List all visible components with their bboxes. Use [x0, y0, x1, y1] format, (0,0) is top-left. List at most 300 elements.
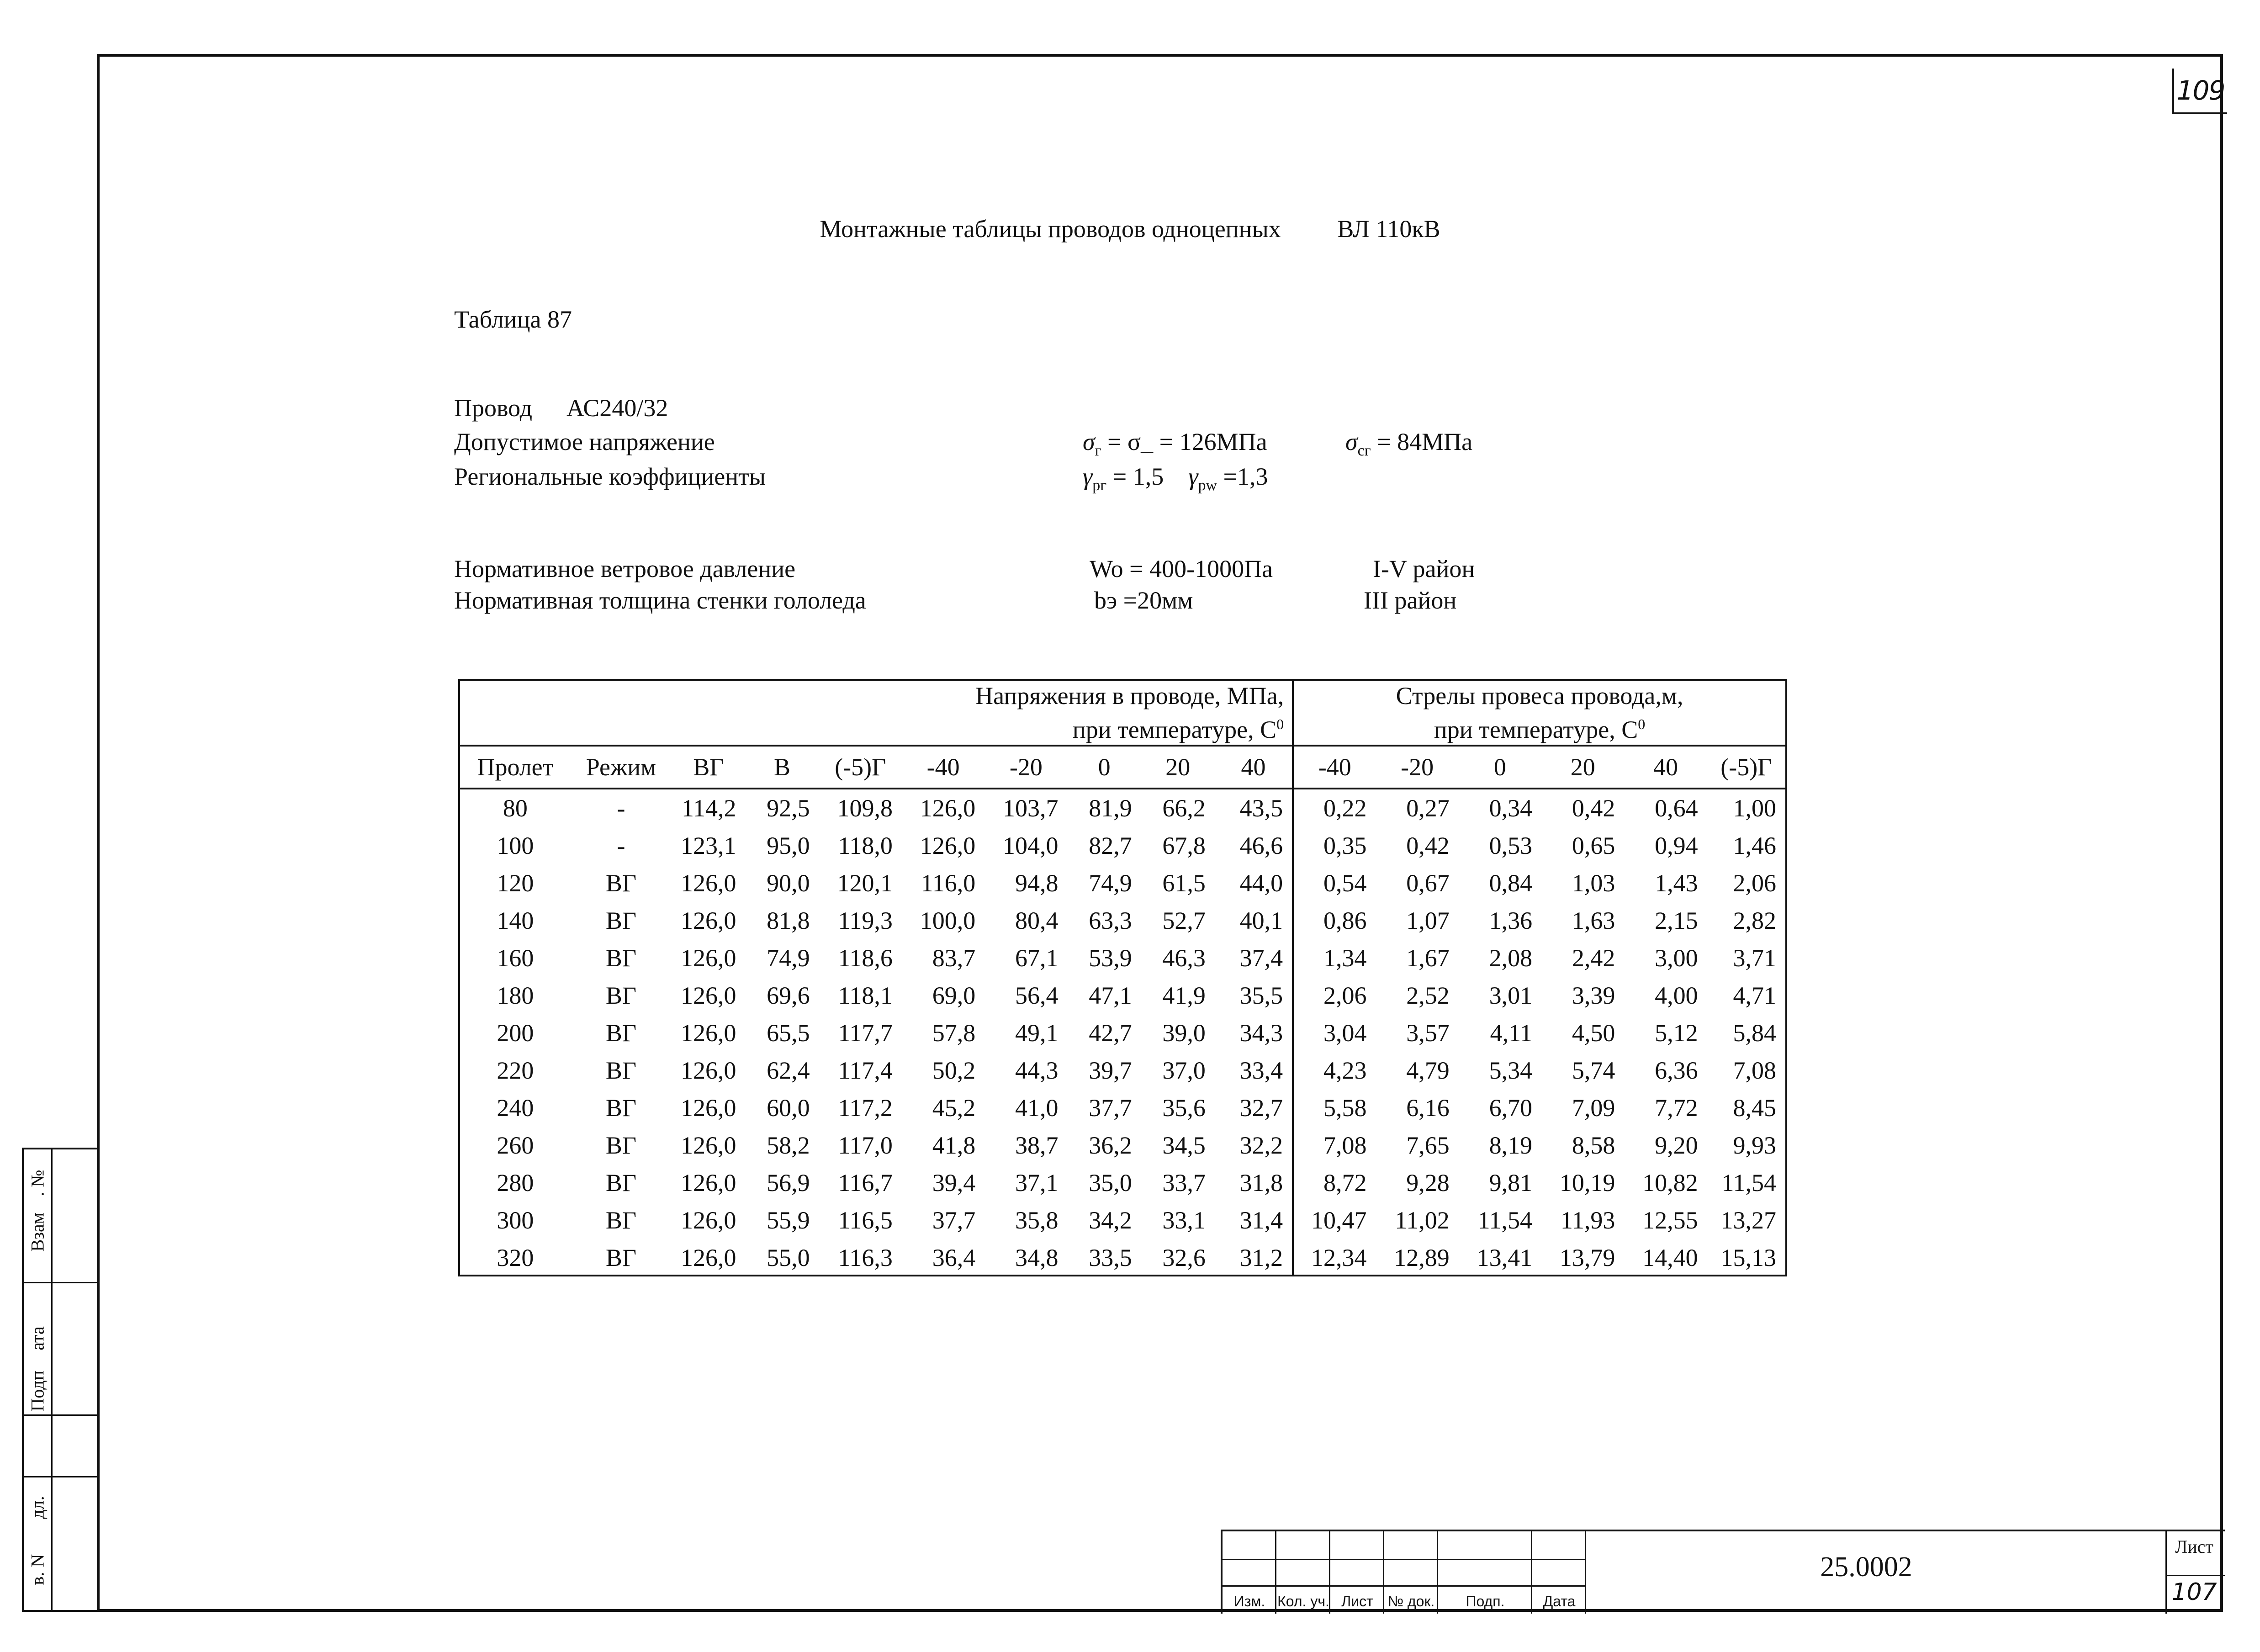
- wire-label: Провод: [454, 394, 533, 422]
- sigma-symbol-2: σ: [1345, 428, 1358, 455]
- allowable-stress-label: Допустимое напряжение: [454, 428, 715, 455]
- table-cell: 35,0: [1089, 1169, 1132, 1197]
- column-header: ВГ: [672, 746, 745, 789]
- side-stamp-divider: [51, 1149, 53, 1610]
- table-cell: ВГ: [605, 982, 637, 1009]
- table-cell: ВГ: [605, 1207, 637, 1234]
- table-cell: 2,52: [1406, 982, 1450, 1009]
- table-cell: 116,7: [838, 1169, 893, 1197]
- table-cell: ВГ: [605, 944, 637, 972]
- table-cell: 67,1: [1015, 944, 1059, 972]
- table-cell: 37,7: [1089, 1094, 1132, 1122]
- table-cell: 126,0: [680, 982, 736, 1009]
- table-cell: 37,1: [1015, 1169, 1059, 1197]
- table-cell: 240: [497, 1094, 534, 1122]
- column-header: 20: [1541, 746, 1624, 789]
- table-cell: -: [617, 832, 625, 859]
- table-cell: 50,2: [932, 1057, 976, 1084]
- stamp-label-izm: Изм.: [1233, 1593, 1265, 1610]
- table-cell: 36,4: [932, 1244, 976, 1271]
- table-cell: 11,02: [1395, 1207, 1450, 1234]
- table-cell: 0,35: [1323, 832, 1367, 859]
- table-cell: 4,50: [1572, 1019, 1615, 1047]
- table-cell: 62,4: [767, 1057, 810, 1084]
- table-cell: ВГ: [605, 1019, 637, 1047]
- table-cell: 3,04: [1323, 1019, 1367, 1047]
- table-cell: 35,5: [1215, 977, 1293, 1014]
- stamp-list-line: [2165, 1575, 2225, 1576]
- table-cell: 200: [497, 1019, 534, 1047]
- table-cell: 116,0: [921, 869, 976, 897]
- table-cell: 31,2: [1215, 1239, 1293, 1276]
- table-cell: 67,8: [1162, 832, 1206, 859]
- table-cell: 39,4: [932, 1169, 976, 1197]
- column-header: 40: [1624, 746, 1707, 789]
- table-cell: 119,3: [838, 907, 893, 934]
- table-cell: 0,42: [1406, 832, 1450, 859]
- list-label: Лист: [2175, 1536, 2213, 1557]
- column-header: (-5)Г: [819, 746, 902, 789]
- table-cell: 7,72: [1655, 1094, 1698, 1122]
- table-cell: 47,1: [1089, 982, 1132, 1009]
- allowable-stress-formula-2: [1345, 428, 1472, 460]
- list-number: 107: [2171, 1578, 2217, 1606]
- table-cell: ВГ: [605, 1244, 637, 1271]
- table-cell: 7,08: [1323, 1132, 1367, 1159]
- table-cell: 63,3: [1089, 907, 1132, 934]
- regional-coeffs-label: Региональные коэффициенты: [454, 463, 766, 490]
- table-cell: 6,70: [1489, 1094, 1533, 1122]
- side-label: . №: [27, 1170, 48, 1197]
- table-cell: 5,12: [1655, 1019, 1698, 1047]
- title-text: Монтажные таблицы проводов одноцепных: [820, 215, 1281, 243]
- table-cell: 260: [497, 1132, 534, 1159]
- table-cell: 117,2: [838, 1094, 893, 1122]
- stress-group-line1: Напряжения в проводе, МПа,: [975, 682, 1284, 710]
- table-cell: 4,00: [1655, 982, 1698, 1009]
- table-cell: 10,19: [1559, 1169, 1615, 1197]
- table-cell: ВГ: [605, 1132, 637, 1159]
- table-cell: 126,0: [680, 907, 736, 934]
- table-cell: 9,93: [1733, 1132, 1776, 1159]
- allowable-stress-formula: [1083, 428, 1267, 460]
- table-row: [460, 1014, 1785, 1052]
- table-cell: 81,9: [1089, 794, 1132, 822]
- column-header: Режим: [571, 746, 672, 789]
- table-row: [460, 977, 1785, 1014]
- table-cell: 116,5: [838, 1207, 893, 1234]
- wire-value: АС240/32: [566, 394, 668, 422]
- table-cell: 3,57: [1406, 1019, 1450, 1047]
- side-label: Взам: [27, 1212, 48, 1252]
- gamma-subscript: рг: [1092, 477, 1107, 494]
- stress-group-header: [460, 681, 1293, 746]
- table-cell: 80,4: [1015, 907, 1059, 934]
- column-header: В: [745, 746, 819, 789]
- gamma-symbol-2: γ: [1188, 463, 1198, 490]
- table-cell: 7,65: [1406, 1132, 1450, 1159]
- table-cell: ВГ: [605, 869, 637, 897]
- wind-value: Wo = 400-1000Па: [1090, 555, 1273, 582]
- table-cell: 114,2: [681, 794, 736, 822]
- table-cell: 126,0: [680, 1169, 736, 1197]
- table-cell: 6,16: [1406, 1094, 1450, 1122]
- table-cell: 0,27: [1406, 794, 1450, 822]
- table-cell: 280: [497, 1169, 534, 1197]
- sag-group-header: [1293, 681, 1785, 746]
- column-header: 40: [1215, 746, 1293, 789]
- table-cell: 0,64: [1655, 794, 1698, 822]
- table-cell: 44,3: [1015, 1057, 1059, 1084]
- degree-sup-2: 0: [1638, 716, 1646, 732]
- table-cell: 42,7: [1089, 1019, 1132, 1047]
- table-cell: 39,7: [1089, 1057, 1132, 1084]
- table-cell: 80: [503, 794, 528, 822]
- sag-group-line1: Стрелы провеса провода,м,: [1396, 682, 1683, 710]
- side-label: ата: [27, 1326, 48, 1350]
- stress-group-line2: [460, 710, 1284, 744]
- table-cell: 13,79: [1559, 1244, 1615, 1271]
- gamma-value: = 1,5: [1106, 463, 1164, 490]
- table-cell: 2,06: [1323, 982, 1367, 1009]
- regional-coeffs-values: [1083, 462, 1268, 494]
- table-cell: 118,6: [838, 944, 893, 972]
- table-cell: 118,1: [838, 982, 893, 1009]
- stress-value: = σ_ = 126МПа: [1101, 428, 1267, 455]
- table-cell: 4,11: [1490, 1019, 1533, 1047]
- stress-value-2: = 84МПа: [1371, 428, 1473, 455]
- table-cell: 3,71: [1733, 944, 1776, 972]
- table-cell: 35,8: [1015, 1207, 1059, 1234]
- column-header: 0: [1459, 746, 1541, 789]
- table-cell: 10,82: [1642, 1169, 1698, 1197]
- table-cell: 34,8: [1015, 1244, 1059, 1271]
- table-cell: 57,8: [932, 1019, 976, 1047]
- table-cell: 41,8: [932, 1132, 976, 1159]
- table-cell: 38,7: [1015, 1132, 1059, 1159]
- data-table: [460, 681, 1785, 1276]
- table-cell: 320: [497, 1244, 534, 1271]
- table-cell: 7,09: [1572, 1094, 1615, 1122]
- degree-sup: 0: [1276, 716, 1284, 732]
- table-cell: 11,93: [1560, 1207, 1615, 1234]
- table-cell: 120,1: [837, 869, 893, 897]
- stamp-label-doc: № док.: [1387, 1593, 1435, 1610]
- stamp-label-list: Лист: [1341, 1593, 1373, 1610]
- gamma-subscript-2: pw: [1198, 477, 1217, 494]
- table-cell: 123,1: [680, 832, 736, 859]
- table-cell: 58,2: [767, 1132, 810, 1159]
- table-cell: 8,19: [1489, 1132, 1533, 1159]
- table-cell: 10,47: [1311, 1207, 1367, 1234]
- table-cell: 126,0: [680, 1057, 736, 1084]
- side-label: в. N: [27, 1554, 48, 1585]
- table-cell: 126,0: [680, 1132, 736, 1159]
- table-cell: 117,0: [838, 1132, 893, 1159]
- table-cell: 32,7: [1215, 1089, 1293, 1127]
- sigma-symbol: σ: [1083, 428, 1095, 455]
- table-row: [460, 1127, 1785, 1164]
- table-cell: 300: [497, 1207, 534, 1234]
- table-cell: 56,4: [1015, 982, 1059, 1009]
- table-cell: 12,89: [1394, 1244, 1450, 1271]
- table-cell: ВГ: [605, 1169, 637, 1197]
- table-cell: 1,00: [1733, 794, 1776, 822]
- table-cell: 8,45: [1733, 1094, 1776, 1122]
- table-cell: 100: [497, 832, 534, 859]
- table-cell: 1,43: [1655, 869, 1698, 897]
- sag-group-line2: [1294, 710, 1785, 744]
- table-cell: 11,54: [1477, 1207, 1533, 1234]
- table-cell: 9,28: [1406, 1169, 1450, 1197]
- table-cell: 1,03: [1572, 869, 1615, 897]
- table-cell: 69,0: [932, 982, 976, 1009]
- table-row: [460, 902, 1785, 939]
- table-cell: 140: [497, 907, 534, 934]
- column-header: 0: [1068, 746, 1141, 789]
- table-cell: 126,0: [680, 944, 736, 972]
- table-cell: 90,0: [767, 869, 810, 897]
- table-cell: 39,0: [1162, 1019, 1206, 1047]
- table-cell: 2,82: [1733, 907, 1776, 934]
- table-cell: 74,9: [767, 944, 810, 972]
- table-cell: 43,5: [1215, 789, 1293, 827]
- table-cell: 37,7: [932, 1207, 976, 1234]
- table-cell: 220: [497, 1057, 534, 1084]
- table-row: [460, 1239, 1785, 1276]
- column-header: Пролет: [460, 746, 571, 789]
- table-cell: ВГ: [605, 1094, 637, 1122]
- table-cell: 2,15: [1655, 907, 1698, 934]
- table-cell: 82,7: [1089, 832, 1132, 859]
- table-cell: 4,23: [1323, 1057, 1367, 1084]
- table-cell: 100,0: [920, 907, 976, 934]
- wind-region: I-V район: [1373, 555, 1475, 582]
- table-cell: 69,6: [767, 982, 810, 1009]
- table-row: [460, 789, 1785, 827]
- table-cell: 32,2: [1215, 1127, 1293, 1164]
- table-cell: 55,0: [767, 1244, 810, 1271]
- table-cell: 118,0: [838, 832, 893, 859]
- column-header-row: [460, 746, 1785, 789]
- table-cell: 8,72: [1323, 1169, 1367, 1197]
- table-cell: 8,58: [1572, 1132, 1615, 1159]
- table-cell: 0,42: [1572, 794, 1615, 822]
- table-cell: 11,54: [1721, 1169, 1776, 1197]
- table-cell: 81,8: [767, 907, 810, 934]
- table-cell: ВГ: [605, 907, 637, 934]
- table-cell: 3,00: [1655, 944, 1698, 972]
- table-cell: 2,08: [1489, 944, 1533, 972]
- table-cell: 15,13: [1720, 1244, 1776, 1271]
- table-row: [460, 827, 1785, 864]
- table-cell: 37,0: [1162, 1057, 1206, 1084]
- table-cell: 52,7: [1162, 907, 1206, 934]
- table-cell: 32,6: [1162, 1244, 1206, 1271]
- sigma-subscript: г: [1095, 442, 1101, 459]
- stress-group-line2-text: при температуре, С: [1072, 716, 1277, 743]
- wind-label: Нормативное ветровое давление: [454, 555, 796, 582]
- table-cell: 4,79: [1406, 1057, 1450, 1084]
- table-cell: 74,9: [1089, 869, 1132, 897]
- page-title: [0, 215, 2260, 243]
- table-cell: 33,4: [1215, 1052, 1293, 1089]
- table-cell: 0,94: [1655, 832, 1698, 859]
- table-cell: 1,67: [1406, 944, 1450, 972]
- table-cell: 180: [497, 982, 534, 1009]
- table-cell: 0,67: [1406, 869, 1450, 897]
- stamp-label-kol: Кол. уч.: [1277, 1593, 1329, 1610]
- sheet-number: 109: [2172, 69, 2227, 114]
- table-cell: 109,8: [837, 794, 893, 822]
- table-cell: 55,9: [767, 1207, 810, 1234]
- table-cell: 31,4: [1215, 1202, 1293, 1239]
- table-cell: 3,01: [1489, 982, 1533, 1009]
- table-cell: -: [617, 794, 625, 822]
- table-cell: 34,3: [1215, 1014, 1293, 1052]
- table-cell: 0,53: [1489, 832, 1533, 859]
- table-cell: ВГ: [605, 1057, 637, 1084]
- side-label: Подп: [27, 1371, 48, 1412]
- ice-region: III район: [1364, 587, 1457, 614]
- table-cell: 126,0: [680, 869, 736, 897]
- table-cell: 33,7: [1162, 1169, 1206, 1197]
- table-cell: 104,0: [1003, 832, 1059, 859]
- table-cell: 66,2: [1162, 794, 1206, 822]
- table-row: [460, 1164, 1785, 1202]
- side-stamp: [22, 1148, 97, 1612]
- table-cell: 0,86: [1323, 907, 1367, 934]
- column-header: -40: [902, 746, 984, 789]
- table-cell: 33,5: [1089, 1244, 1132, 1271]
- ice-value: bэ =20мм: [1094, 587, 1193, 614]
- table-cell: 9,81: [1489, 1169, 1533, 1197]
- table-cell: 2,42: [1572, 944, 1615, 972]
- table-cell: 40,1: [1215, 902, 1293, 939]
- column-header: -20: [1376, 746, 1458, 789]
- table-cell: 41,0: [1015, 1094, 1059, 1122]
- table-cell: 61,5: [1162, 869, 1206, 897]
- table-cell: 0,22: [1323, 794, 1367, 822]
- title-line: ВЛ 110кВ: [1337, 215, 1440, 243]
- table-cell: 2,06: [1733, 869, 1776, 897]
- table-row: [460, 1202, 1785, 1239]
- table-cell: 126,0: [680, 1019, 736, 1047]
- table-cell: 56,9: [767, 1169, 810, 1197]
- column-header: -40: [1293, 746, 1376, 789]
- table-cell: 126,0: [680, 1094, 736, 1122]
- table-body: [460, 789, 1785, 1276]
- table-cell: 103,7: [1003, 794, 1059, 822]
- table-cell: 5,34: [1489, 1057, 1533, 1084]
- table-cell: 126,0: [920, 832, 976, 859]
- stamp-label-sign: Подп.: [1466, 1593, 1505, 1610]
- table-cell: 126,0: [680, 1207, 736, 1234]
- table-label: Таблица 87: [454, 306, 572, 333]
- table-cell: 44,0: [1215, 864, 1293, 902]
- table-cell: 46,6: [1215, 827, 1293, 864]
- side-stamp-row-line: [24, 1476, 97, 1477]
- table-cell: 92,5: [767, 794, 810, 822]
- table-cell: 46,3: [1162, 944, 1206, 972]
- table-row: [460, 1052, 1785, 1089]
- table-cell: 117,7: [838, 1019, 893, 1047]
- installation-table: [458, 679, 1787, 1276]
- table-cell: 12,34: [1311, 1244, 1367, 1271]
- document-code: 25.0002: [1820, 1551, 1912, 1583]
- table-cell: 41,9: [1162, 982, 1206, 1009]
- side-label: дл.: [27, 1496, 48, 1519]
- table-cell: 12,55: [1642, 1207, 1698, 1234]
- column-header: -20: [984, 746, 1067, 789]
- table-cell: 126,0: [920, 794, 976, 822]
- table-cell: 5,58: [1323, 1094, 1367, 1122]
- sag-group-line2-text: при температуре, С: [1434, 716, 1638, 743]
- side-stamp-row-line: [24, 1414, 97, 1416]
- table-cell: 13,41: [1477, 1244, 1533, 1271]
- table-cell: 83,7: [932, 944, 976, 972]
- table-row: [460, 939, 1785, 977]
- column-header: (-5)Г: [1707, 746, 1785, 789]
- table-cell: 126,0: [680, 1244, 736, 1271]
- table-cell: 3,39: [1572, 982, 1615, 1009]
- table-cell: 117,4: [838, 1057, 893, 1084]
- table-cell: 1,63: [1572, 907, 1615, 934]
- table-cell: 9,20: [1655, 1132, 1698, 1159]
- table-cell: 31,8: [1215, 1164, 1293, 1202]
- table-cell: 6,36: [1655, 1057, 1698, 1084]
- table-cell: 4,71: [1733, 982, 1776, 1009]
- table-cell: 0,54: [1323, 869, 1367, 897]
- table-cell: 1,36: [1489, 907, 1533, 934]
- stamp-label-date: Дата: [1543, 1593, 1576, 1610]
- table-cell: 95,0: [767, 832, 810, 859]
- column-header: 20: [1141, 746, 1215, 789]
- table-cell: 13,27: [1720, 1207, 1776, 1234]
- table-cell: 34,2: [1089, 1207, 1132, 1234]
- table-cell: 0,34: [1489, 794, 1533, 822]
- gamma-value-2: =1,3: [1217, 463, 1268, 490]
- table-cell: 1,07: [1406, 907, 1450, 934]
- table-cell: 45,2: [932, 1094, 976, 1122]
- table-cell: 1,46: [1733, 832, 1776, 859]
- table-row: [460, 864, 1785, 902]
- table-cell: 116,3: [838, 1244, 893, 1271]
- table-cell: 0,65: [1572, 832, 1615, 859]
- table-cell: 94,8: [1015, 869, 1059, 897]
- ice-label: Нормативная толщина стенки гололеда: [454, 587, 866, 614]
- table-row: [460, 1089, 1785, 1127]
- table-cell: 53,9: [1089, 944, 1132, 972]
- table-cell: 7,08: [1733, 1057, 1776, 1084]
- table-cell: 0,84: [1489, 869, 1533, 897]
- table-cell: 37,4: [1215, 939, 1293, 977]
- table-cell: 5,84: [1733, 1019, 1776, 1047]
- table-cell: 60,0: [767, 1094, 810, 1122]
- gamma-symbol: γ: [1083, 463, 1093, 490]
- table-cell: 36,2: [1089, 1132, 1132, 1159]
- stamp-row-line: [1223, 1585, 1586, 1587]
- table-cell: 35,6: [1162, 1094, 1206, 1122]
- table-cell: 65,5: [767, 1019, 810, 1047]
- stamp-row-line: [1223, 1559, 1586, 1560]
- table-cell: 49,1: [1015, 1019, 1059, 1047]
- table-cell: 5,74: [1572, 1057, 1615, 1084]
- table-cell: 160: [497, 944, 534, 972]
- table-cell: 34,5: [1162, 1132, 1206, 1159]
- sigma-subscript-2: сг: [1357, 442, 1371, 459]
- table-cell: 1,34: [1323, 944, 1367, 972]
